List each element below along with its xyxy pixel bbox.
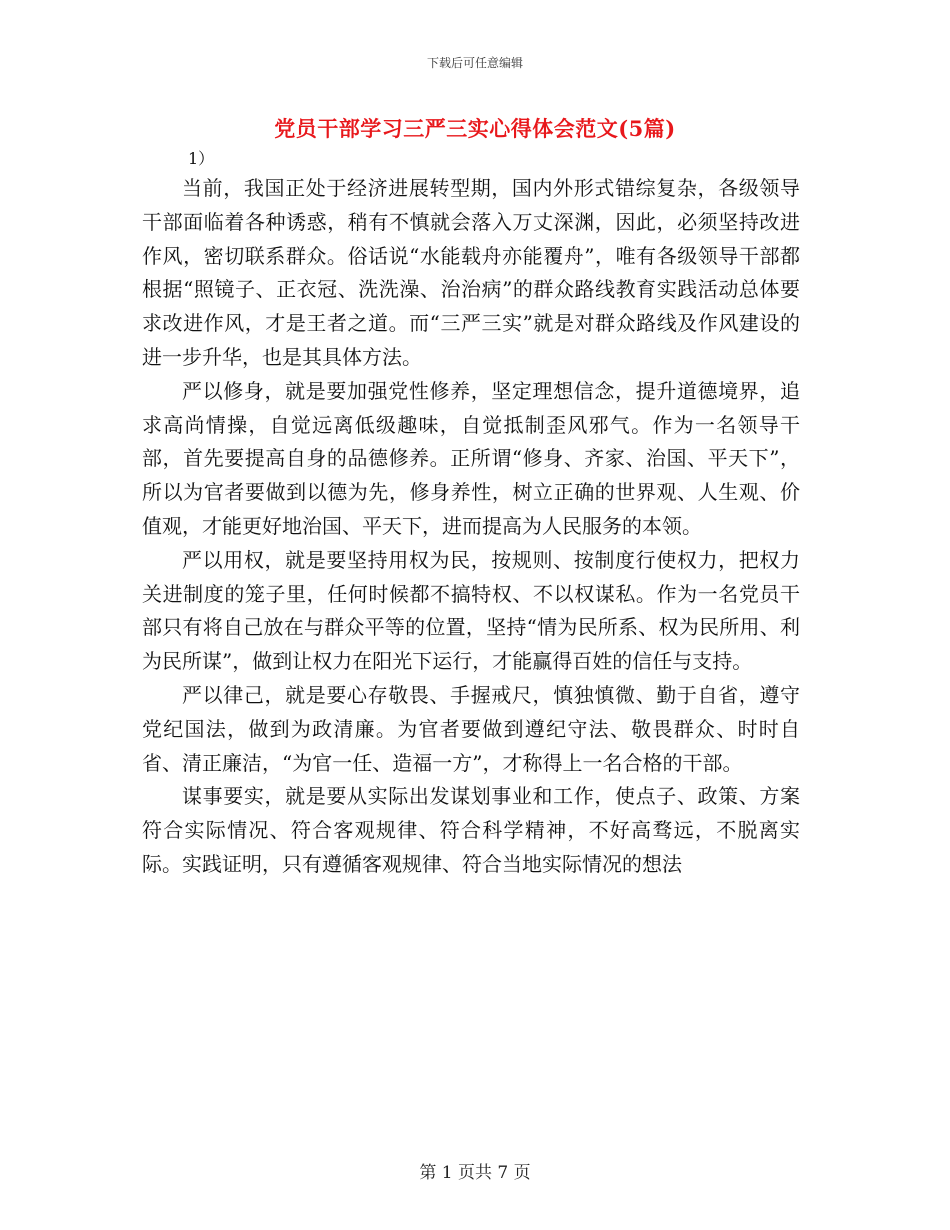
document-title: 党员干部学习三严三实心得体会范文(5篇) [274,116,676,141]
paragraph: 严以律己，就是要心存敬畏、手握戒尺，慎独慎微、勤于自省，遵守党纪国法，做到为政清廉。为官者要做到遵纪守法、敬畏群众、时时自省、清正廉洁，“为官一任、造福一方”，才称得上一名合格的干部。 [142,682,800,775]
page-footer: 第 1 页共 7 页 [419,1163,531,1183]
paragraph: 严以用权，就是要坚持用权为民，按规则、按制度行使权力，把权力关进制度的笼子里，任何时候都不搞特权、不以权谋私。作为一名党员干部只有将自己放在与群众平等的位置，坚持“情为民所系、权为民所用、利为民所谋”，做到让权力在阳光下运行，才能赢得百姓的信任与支持。 [142,547,800,674]
header-note: 下载后可任意编辑 [426,56,523,70]
document-body [142,172,800,882]
paragraph: 谋事要实，就是要从实际出发谋划事业和工作，使点子、政策、方案符合实际情况、符合客观规律、符合科学精神，不好高骛远，不脱离实际。实践证明，只有遵循客观规律、符合当地实际情况的想法 [142,784,800,876]
paragraph: 当前，我国正处于经济进展转型期，国内外形式错综复杂，各级领导干部面临着各种诱惑，稍有不慎就会落入万丈深渊，因此，必须坚持改进作风，密切联系群众。俗话说“水能载舟亦能覆舟”，唯有各级领导干部都根据“照镜子、正衣冠、洗洗澡、治治病”的群众路线教育实践活动总体要求改进作风，才是王者之道。而“三严三实”就是对群众路线及作风建设的进一步升华，也是其具体方法。 [142,176,800,369]
section-number: 1） [188,149,215,168]
paragraph: 严以修身，就是要加强党性修养，坚定理想信念，提升道德境界，追求高尚情操，自觉远离低级趣味，自觉抵制歪风邪气。作为一名领导干部，首先要提高自身的品德修养。正所谓“修身、齐家、治国、平天下”，所以为官者要做到以德为先，修身养性，树立正确的世界观、人生观、价值观，才能更好地治国、平天下，进而提高为人民服务的本领。 [142,378,800,538]
